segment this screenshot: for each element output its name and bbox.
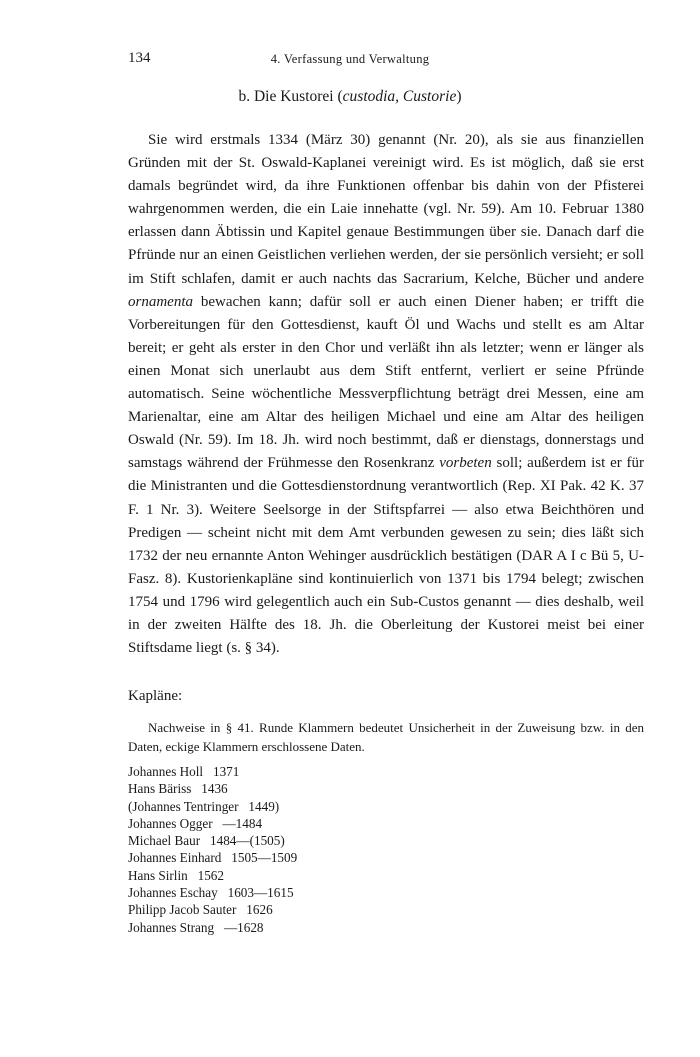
list-item: (Johannes Tentringer 1449) — [128, 798, 280, 814]
section-heading-suffix: ) — [456, 88, 462, 105]
body-text-part-3: soll; außerdem ist er für die Ministranten und die Gottesdienstordnung verantwortlich (Rep. XI Pak. 42 K. 37 F. 1 Nr. 3). Weitere Seelsorge in der Stiftspfarrei — also etwa Beichthören und Predigen — scheint nicht mit dem Amt verbunden gewesen zu sein; dies läßt sich 1732 der neu ernannte Anton Wehinger ausdrücklich bestätigen (DAR A I c Bü 5, U-Fasz. 8). Kustorienkapläne sind kontinuierlich von 1371 bis 1794 belegt; zwischen 1754 und 1796 wird gelegentlich auch ein Sub-Custos genannt — dies deshalb, weil in der zweiten Hälfte des 18. Jh. die Oberleitung der Kustorei meist bei einer Stiftsdame liegt (s. § 34). — [128, 455, 645, 657]
body-paragraph — [128, 129, 644, 660]
body-text-part-2: bewachen kann; dafür soll er auch einen Diener haben; er trifft die Vorbereitungen für den Gottesdienst, kauft Öl und Wachs und stellt es am Altar bereit; er geht als erster in den Chor und verläßt ihn als letzter; wenn er länger als einen Monat sich unerlaubt aus dem Stift entfernt, verliert er seine Pfründe automatisch. Seine wöchentliche Messverpflichtung beträgt drei Messen, eine am Marienaltar, eine am Altar des heiligen Michael und eine am Altar des heiligen Oswald (Nr. 59). Im 18. Jh. wird noch bestimmt, daß er dienstags, donnerstags und samstags während der Frühmesse den Rosenkranz — [128, 293, 644, 472]
list-item: Michael Baur 1484—(1505) — [128, 833, 285, 849]
chaplains-heading: Kapläne: — [128, 688, 183, 704]
list-item: Hans Sirlin 1562 — [128, 867, 224, 883]
list-item: Johannes Ogger —1484 — [128, 815, 263, 831]
list-item: Johannes Strang —1628 — [128, 919, 264, 935]
section-heading — [0, 88, 700, 106]
italic-term-vorbeten: vorbeten — [439, 455, 492, 472]
list-item: Johannes Holl 1371 — [128, 764, 240, 779]
page-number: 134 — [128, 50, 151, 66]
list-item: Hans Bäriss 1436 — [128, 781, 228, 797]
list-item: Philipp Jacob Sauter 1626 — [128, 902, 273, 918]
running-head: 4. Verfassung und Verwaltung — [270, 52, 430, 66]
section-heading-prefix: b. Die Kustorei ( — [238, 88, 343, 105]
chaplains-note — [128, 718, 644, 756]
chaplains-note-text: Nachweise in § 41. Runde Klammern bedeutet Unsicherheit in der Zuweisung bzw. in den Daten, eckige Klammern erschlossene Daten. — [128, 720, 644, 754]
section-heading-italic: custodia, Custorie — [342, 88, 457, 105]
list-item: Johannes Einhard 1505—1509 — [128, 850, 298, 866]
list-item: Johannes Eschay 1603—1615 — [128, 885, 294, 901]
italic-term-ornamenta: ornamenta — [128, 293, 193, 310]
chaplains-list — [128, 763, 297, 936]
body-text-part-1: Sie wird erstmals 1334 (März 30) genannt (Nr. 20), als sie aus finanziellen Gründen mit der St. Oswald-Kaplanei vereinigt wird. Es ist möglich, daß sie erst damals begründet wird, da ihre Funktionen offenbar bis dahin von der Pfisterei wahrgenommen werden, die ein Laie innehatte (vgl. Nr. 59). Am 10. Februar 1380 erlassen dann Äbtissin und Kapitel genaue Bestimmungen über sie. Danach darf die Pfründe nur an einen Geistlichen verliehen werden, der sie persönlich versieht; er soll im Stift schlafen, damit er auch nachts das Sacrarium, Kelche, Bücher und andere — [128, 132, 644, 287]
body-text — [128, 129, 644, 660]
